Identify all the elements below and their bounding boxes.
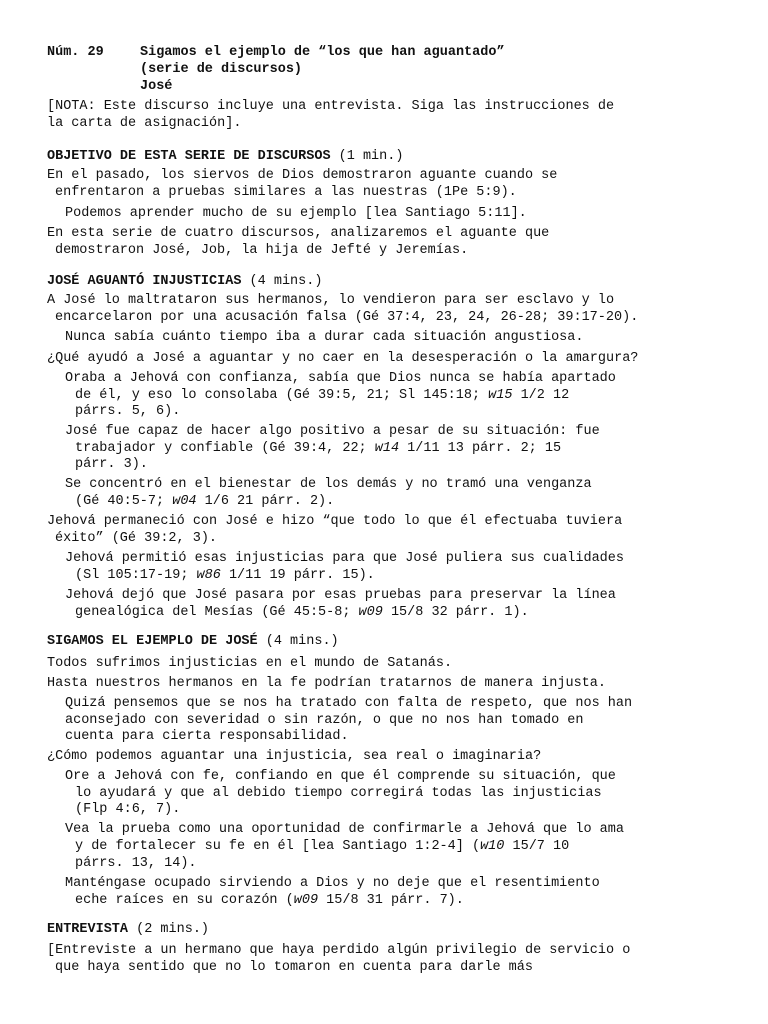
text-segment: Vea la prueba como una oportunidad de confirmarle a Jehová que lo ama	[65, 822, 624, 837]
text-line	[47, 656, 452, 672]
publication-reference: w09	[293, 893, 319, 908]
text-segment: Ore a Jehová con fe, confiando en que él comprende su situación, que	[65, 769, 616, 784]
text-line	[47, 634, 339, 650]
text-line	[65, 876, 600, 892]
text-line	[65, 424, 600, 440]
text-line	[65, 206, 527, 222]
talk-title: Sigamos el ejemplo de “los que han aguantado”	[140, 45, 505, 60]
text-segment: la carta de asignación].	[47, 116, 242, 131]
text-segment: 15/8 31 párr. 7).	[318, 893, 464, 908]
text-line	[47, 676, 606, 692]
text-line	[75, 893, 464, 909]
text-line	[47, 168, 557, 184]
text-line	[65, 551, 624, 567]
text-segment: (Gé 40:5-7;	[75, 494, 173, 509]
text-line	[75, 457, 148, 473]
text-segment: enfrentaron a pruebas similares a las nuestras (1Pe 5:9).	[55, 185, 517, 200]
text-segment: trabajador y confiable (Gé 39:4, 22;	[75, 441, 375, 456]
text-line	[75, 494, 334, 510]
text-line	[47, 749, 541, 765]
publication-reference: w04	[172, 494, 197, 509]
text-segment: Jehová dejó que José pasara por esas pruebas para preservar la línea	[65, 588, 616, 603]
text-segment: En esta serie de cuatro discursos, analizaremos el aguante que	[47, 226, 550, 241]
text-line	[47, 514, 622, 530]
text-segment: (1 min.)	[330, 149, 404, 164]
text-line	[47, 943, 630, 959]
text-line	[75, 441, 561, 457]
text-line	[55, 531, 217, 547]
publication-reference: w15	[488, 388, 513, 403]
text-line	[47, 226, 549, 242]
text-line	[65, 696, 632, 712]
text-line	[47, 99, 614, 115]
text-segment: párrs. 13, 14).	[75, 856, 197, 871]
text-segment: Todos sufrimos injusticias en el mundo de Satanás.	[47, 656, 453, 671]
text-segment: Podemos aprender mucho de su ejemplo [lea Santiago 5:11].	[65, 206, 527, 221]
text-segment: cuenta para cierta responsabilidad.	[65, 729, 349, 744]
text-line	[75, 568, 375, 584]
text-segment: (Flp 4:6, 7).	[75, 802, 181, 817]
text-segment: genealógica del Mesías (Gé 45:5-8;	[75, 605, 359, 620]
text-line	[65, 330, 583, 346]
text-segment: (Sl 105:17-19;	[75, 568, 197, 583]
text-segment: Se concentró en el bienestar de los demás y no tramó una venganza	[65, 477, 592, 492]
text-segment: Manténgase ocupado sirviendo a Dios y no deje que el resentimiento	[65, 876, 600, 891]
section-heading: JOSÉ AGUANTÓ INJUSTICIAS	[47, 274, 242, 289]
text-segment: José fue capaz de hacer algo positivo a pesar de su situación: fue	[65, 424, 600, 439]
publication-reference: w86	[196, 568, 221, 583]
text-line	[55, 310, 638, 326]
publication-reference: w14	[374, 441, 400, 456]
section-heading: OBJETIVO DE ESTA SERIE DE DISCURSOS	[47, 149, 331, 164]
text-line	[65, 371, 616, 387]
text-segment: 1/11 13 párr. 2; 15	[399, 441, 562, 456]
text-line	[47, 149, 403, 165]
text-segment: [Entreviste a un hermano que haya perdido algún privilegio de servicio o	[47, 943, 631, 958]
text-segment: y de fortalecer su fe en él [lea Santiago 1:2-4] (	[75, 839, 481, 854]
section-heading: ENTREVISTA	[47, 922, 129, 937]
text-line	[65, 769, 616, 785]
text-segment: aconsejado con severidad o sin razón, o que no nos han tomado en	[65, 713, 584, 728]
text-segment: éxito” (Gé 39:2, 3).	[55, 531, 218, 546]
text-segment: demostraron José, Job, la hija de Jefté y Jeremías.	[55, 243, 469, 258]
text-line	[47, 293, 614, 309]
talk-number: Núm. 29	[47, 45, 104, 60]
text-line	[55, 185, 517, 201]
text-line	[47, 351, 638, 367]
text-line	[65, 477, 592, 493]
text-segment: lo ayudará y que al debido tiempo corregirá todas las injusticias	[75, 786, 602, 801]
text-line	[65, 729, 349, 745]
text-segment: [NOTA: Este discurso incluye una entrevista. Siga las instrucciones de	[47, 99, 615, 114]
text-segment: 1/11 19 párr. 15).	[220, 568, 375, 583]
text-segment: que haya sentido que no lo tomaron en cuenta para darle más	[55, 960, 533, 975]
text-segment: 15/8 32 párr. 1).	[382, 605, 529, 620]
text-segment: A José lo maltrataron sus hermanos, lo vendieron para ser esclavo y lo	[47, 293, 615, 308]
text-segment: (2 mins.)	[128, 922, 210, 937]
text-segment: párrs. 5, 6).	[75, 404, 181, 419]
text-segment: Jehová permitió esas injusticias para que José puliera sus cualidades	[65, 551, 624, 566]
text-segment: (4 mins.)	[257, 634, 339, 649]
text-segment: de él, y eso lo consolaba (Gé 39:5, 21; Sl 145:18;	[75, 388, 489, 403]
text-line	[47, 274, 322, 290]
text-line	[75, 856, 197, 872]
text-segment: Oraba a Jehová con confianza, sabía que Dios nunca se había apartado	[65, 371, 616, 386]
text-segment: Hasta nuestros hermanos en la fe podrían tratarnos de manera injusta.	[47, 676, 606, 691]
text-line	[65, 822, 624, 838]
text-line	[75, 605, 529, 621]
text-line	[47, 922, 209, 938]
text-line	[75, 839, 569, 855]
text-line	[65, 588, 616, 604]
text-segment: párr. 3).	[75, 457, 148, 472]
text-line	[75, 802, 180, 818]
text-segment: encarcelaron por una acusación falsa (Gé 37:4, 23, 24, 26-28; 39:17-20).	[55, 310, 639, 325]
text-segment: Nunca sabía cuánto tiempo iba a durar cada situación angustiosa.	[65, 330, 584, 345]
text-segment: eche raíces en su corazón (	[75, 893, 294, 908]
text-line	[65, 713, 583, 729]
publication-reference: w10	[480, 839, 505, 854]
text-line	[75, 786, 602, 802]
text-segment: Quizá pensemos que se nos ha tratado con falta de respeto, que nos han	[65, 696, 633, 711]
text-segment: ¿Qué ayudó a José a aguantar y no caer en la desesperación o la amargura?	[47, 351, 639, 366]
text-segment: En el pasado, los siervos de Dios demostraron aguante cuando se	[47, 168, 558, 183]
talk-subtitle: (serie de discursos)	[140, 62, 303, 77]
text-line	[47, 116, 241, 132]
text-segment: (4 mins.)	[241, 274, 323, 289]
section-heading: SIGAMOS EL EJEMPLO DE JOSÉ	[47, 634, 258, 649]
text-line	[55, 960, 533, 976]
text-line	[55, 243, 468, 259]
text-line	[75, 388, 569, 404]
publication-reference: w09	[358, 605, 383, 620]
text-line	[75, 404, 180, 420]
talk-character: José	[140, 79, 173, 94]
text-segment: 15/7 10	[504, 839, 570, 854]
text-segment: ¿Cómo podemos aguantar una injusticia, sea real o imaginaria?	[47, 749, 542, 764]
text-segment: 1/6 21 párr. 2).	[196, 494, 335, 509]
text-segment: 1/2 12	[512, 388, 570, 403]
text-segment: Jehová permaneció con José e hizo “que todo lo que él efectuaba tuviera	[47, 514, 623, 529]
